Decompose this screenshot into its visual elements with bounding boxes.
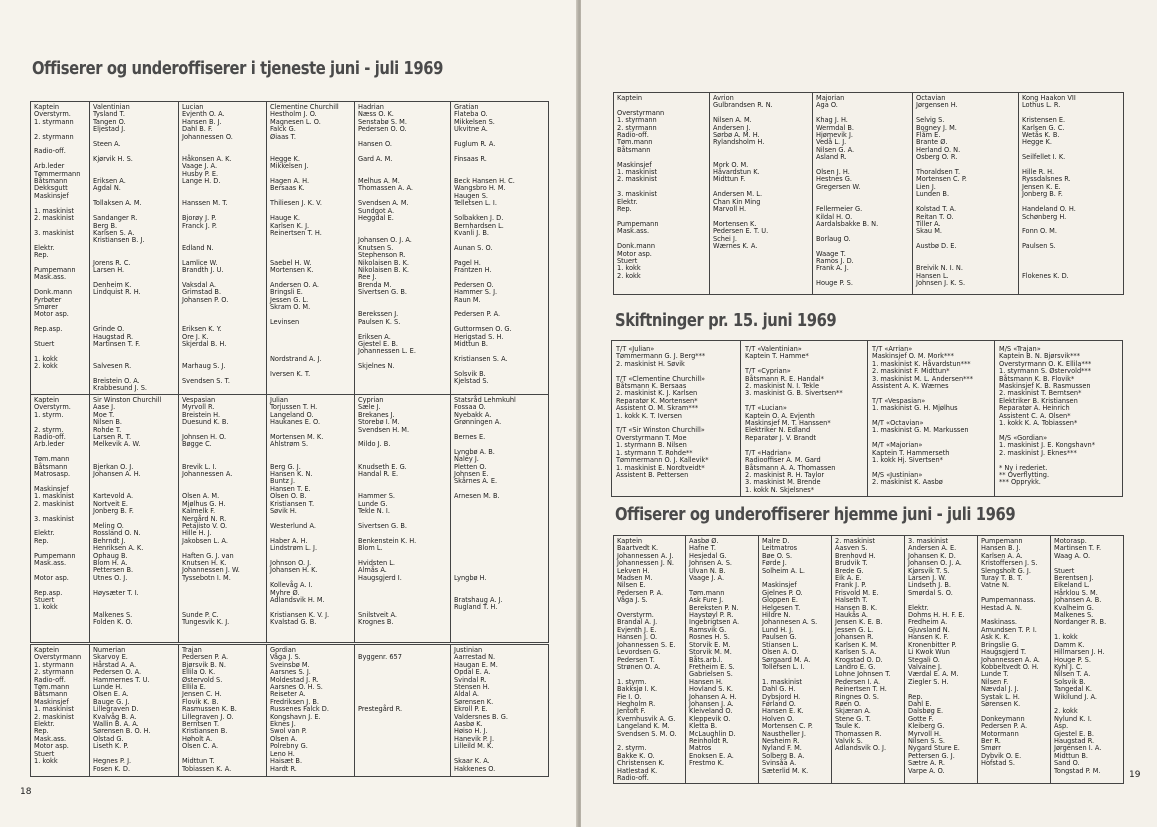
ship-column: Julian Torjussen T. H. Langeland O. Haukanes E. O. Mortensen M. K. Ahlstrøm S. Berg G. J. Hansen K. N. Buntz J. Hansen T. E. Olsen O. B. Kristiansen T. Søvik H. Westerlund A. Haber A. H. Lindstrøm L. J. Johnson O. J. Johansen H. K. Kollevåg A. I. Myhre Ø. Adlandsvik H. M. Kristiansen K. V. J. Kvalstad G. B. bbox=[267, 395, 355, 643]
rank-labels: Kaptein Overstyrm. 1. styrm. 2. styrm. Radio-off. Arb.leder Tøm.mann Båtsmann Matrosasp. Maskinsjef 1. maskinist 2. maskinist 3. maskinist Elektr. Rep. Pumpemann Mask.ass. Motor asp. Rep.asp. Stuert 1. kokk bbox=[31, 395, 90, 643]
ship-column: Gordian Våga J. S. Sveinsbø M. Aarsnes S. J. Moldestad J. R. Aarsnes O. H. S. Reiseter A. Fredriksen J. B. Russenes Falck D. Kongshavn J. E. Eknes J. Swol van P. Olsen A. Polrebny G. Leno H. Haisæt B. Hardt R. bbox=[267, 645, 355, 777]
ship-column: Octavian Jørgensen H. Selvig S. Bogney J. M. Flåm E. Brante Ø. Herland O. N. Osberg O. R. Thoraldsen T. Mortensen C. P. Lien J. Lunden B. Kolstad T. A. Reitan T. O. Tiller A. Skau M. Austbø D. E. Breivik N. I. N. Hansen L. Johnsen J. K. S. bbox=[913, 93, 1019, 295]
crew-table-4 bbox=[613, 92, 1124, 295]
ship-column: Statsråd Lehmkuhl Fossaa O. Nyebakk A. Grønningen A. Bernes E. Lyngbø A. B. Naley J. Pletten O. Johnsen E. Skårnes A. E. Arnesen M. B. Lyngbø H. Bratshaug A. J. Rugland T. H. bbox=[451, 395, 549, 643]
name-column: Pumpemann Hansen B. J. Karlsen A. A. Kristoffersen J. S. Slengsholt G. J. Turay T. B. T. Vatne N. Pumpemannass. Hestad A. N. Maskinass. Amundsen T. P. I. Ask K. K. Bringslie G. Haugsgjerd T. Johannessen A. A. Kobbeltvedt O. H. Lunde T. Nilsen F. Nævdal J. J. Systak L. H. Sørensen K. Donkeymann Pedersen P. A. Motormann Ber R. Smørr Dybvik O. E. Hofstad S. bbox=[978, 536, 1051, 784]
name-column: Malre D. Leitmatros Bøe O. S. Førde J. Solheim A. L. Maskinsjef Gjelnes P. O. Gloppen E. Helgesen T. Hildre N. Johannesen A. S. Lund H. J. Paulsen G. Stiansen L. Olsen A. O. Sørgaard M. A. Tollefsen L. I. 1. maskinist Dahl G. H. Dybsjord H. Førland O. Hansen E. K. Holven O. Mortensen C. P. Naustheller J. Nesheim R. Nyland F. M. Solberg B. A. Svinsåa A. Sæterlid M. K. bbox=[759, 536, 832, 784]
ship-column: Vespasian Myrvoll R. Breistein H. Duesund K. B. Johnsen H. O. Bøgge C. Brevik L. I. Johannessen A. Olsen A. M. Mjølhus G. H. Kalmelk F. Nergård N. R. Petajisto V. O. Hille H. J. Jakobsen L. A. Haften G. J. van Knutsen H. K. Johannessen J. W. Tyssebotn I. M. Sunde P. C. Tungesvik K. J. bbox=[179, 395, 267, 643]
rank-labels: Kaptein Overstyrmann 1. styrmann 2. styrmann Radio-off. Tøm.mann Båtsmann Maskinsjef 1. maskinist 2. maskinist 3. maskinist Elektr. Rep. Pumpemann Mask.ass. Donk.mann Motor asp. Stuert 1. kokk 2. kokk bbox=[614, 93, 710, 295]
name-column: 2. maskinist Aasven S. Brenhovd H. Brudvik T. Brede G. Eik A. E. Frank J. P. Frisvold M. E. Halseth T. Hansen B. K. Haukås A. Jensen K. E. B. Jessen G. L. Johansen R. Karlsen K. M. Karlsen S. A. Krogstad O. D. Landro E. G. Lohne Johnsen T. Pedersen I. A. Reinertsen T. H. Ringnes O. S. Røen O. Skjæran A. Stene G. T. Taule K. Thomassen R. Valvik S. Adlandsvik O. J. bbox=[832, 536, 905, 784]
ship-column: Cyprian Sæle J. Brekanes J. Storebø I. M. Svendsen H. M. Mildo J. B. Knudseth E. G. Handal R. E. Hammer S. Lunde G. Tekle N. I. Sivertsen G. B. Benkenstein K. H. Blom L. Hvidsten L. Almås A. Haugsgjerd I. Snilstveit A. Krognes B. bbox=[355, 395, 451, 643]
ship-column: Gratian Flateba O. Mikkelsen S. Ukvitne A. Fuglum R. A. Finsaas R. Beck Hansen H. C. Wangsbro H. M. Haugen S. Telletsen L. I. Solbakken J. D. Bernhardsen L. Kvanli J. B. Aunan S. O. Pagel H. Frantzen H. Pedersen O. Hammer S. J. Raun M. Pedersen P. A. Guttormsen O. G. Herigstad S. H. Midttun B. Kristiansen S. A. Solsvik B. Kjelstad S. bbox=[451, 102, 549, 395]
name-column: Kaptein Baartvedt K. Johannessen A. J. Johannessen J. N. Lekven H. Madsen M. Nilsen E. Pedersen P. A. Våga J. S. Overstyrm. Brandal A. J. Evjenth J. E. Hansen J. O. Johannessen S. E. Levordsen G. Pedersen T. Strønen O. A. 1. styrm. Bakksjø I. K. Fie I. O. Hegholm R. Jentoft F. Kvernhusvik A. G. Langeland K. M. Svendsen S. M. O. 2. styrm. Bakke K. O. Christensen K. Hatlestad K. Radio-off. bbox=[614, 536, 686, 784]
crew-table-2 bbox=[30, 394, 549, 643]
home-crew-table bbox=[613, 535, 1124, 784]
ship-column: Clementine Churchill Hestholm J. O. Magnesen L. O. Falck G. Øiaas T. Hegge K. Mikkelsen J. Hagen A. H. Bersaas K. Thiliesen J. K. V. Hauge K. Karlsen K. J. Reinertsen T. H. Saebel H. W. Mortensen K. Andersen O. A. Bringsli E. Jessen G. L. Skram O. M. Levinsen Nordstrand A. J. Iversen K. T. bbox=[267, 102, 355, 395]
ship-column: Valentinian Tysland T. Tangen O. Eljestad J. Steen A. Kjørvik H. S. Eriksen A. Agdal N. Tollaksen A. M. Sandanger R. Berg B. Karlsen S. A. Kristiansen B. J. Jorens R. C. Larsen H. Denheim K. Lindquist R. H. Grinde O. Haugstad R. Martinsen T. F. Salvesen R. Breistein O. A. Krabbesund J. S. bbox=[90, 102, 179, 395]
ship-column: Hadrian Næss O. K. Senstabø S. M. Pedersen O. O. Hansen O. Gard A. M. Melhus A. M. Thomassen A. A. Svendsen A. M. Sundgot A. Heggdal E. Johansen O. J. A. Knutsen S. Stephenson R. Nikolaisen B. K. Nikolaisen B. K. Ree J. Brenda M. Sivertsen G. B. Berekssen J. Paulsen K. S. Eriksen A. Gjestel E. B. Johannessen L. E. Skjelnes N. bbox=[355, 102, 451, 395]
ship-column: Majorian Aga O. Khag J. H. Wermdal B. Hjømevik J. Vedå L. J. Nilsen G. A. Asland R. Olsen J. H. Hestnes G. Gregersen W. Fellermeier G. Kildal H. O. Aardalsbakke B. N. Borlaug O. Waage T. Ramos J. D. Frank A. J. Houge P. S. bbox=[813, 93, 913, 295]
right-page bbox=[581, 0, 1157, 827]
left-page-title: Offiserer og underoffiserer i tjeneste juni - juli 1969 bbox=[32, 58, 443, 79]
name-column: Aasbø Ø. Hafne T. Hesjedal G. Johnsen A. S. Ulvan N. B. Vaage J. A. Tøm.mann Ask Fure J. Bereksten P. N. Haystøyl P. R. Ingebrigtsen A. Ramsvik G. Rosnes H. S. Storvik E. M. Storvik M. M. Båts.arb.l. Fretheim E. S. Gabrielsen S. Hansen H. Hovland S. K. Johansen A. H. Johansen J. A. Kleiveland O. Kleppevik O. Kletta B. McLaughlin D. Reinholdt R. Matros Enoksen E. A. Frestmo K. bbox=[686, 536, 759, 784]
shift-column: T/T «Arrian» Maskinsjef O. M. Mork*** 1. maskinist K. Håvardstun*** 2. maskinist F. Midttun* 3. maskinist M. L. Andersen*** Assistent A. K. Wærnes T/T «Vespasian» 1. maskinist G. H. Mjølhus M/T «Octavian» 1. maskinist G. M. Markussen M/T «Majorian» Kaptein T. Hammerseth 1. kokk Hj. Sivertsen* M/S «Justinian» 2. maskinist K. Aasbø bbox=[868, 341, 995, 496]
name-column: Motorasp. Martinsen T. F. Waag A. O. Stuert Berentsen J. Eikeland L. Hårklou S. M. Johansen A. B. Kvalheim G. Malkenes S. Nordanger R. B. 1. kokk Damm K. Hillmarsen J. H. Houge P. S. Kyhl J. C. Nilsen T. A. Solsvik B. Tangedal K. Wikilund J. A. 2. kokk Nylund K. I. Asp. Gjestel E. B. Haugstad R. Jørgensen I. A. Midttun B. Sand O. Tongstad P. M. bbox=[1051, 536, 1124, 784]
name-column: 3. maskinist Andersen A. E. Johansen K. D. Johansen O. J. A. Kjørsvik T. S. Larsen J. W. Lindseth J. B. Smørdal S. O. Elektr. Dohms H. H. F. E. Fredheim A. Gjuvsland N. Hansen K. F. Kronenbitter P. Li Kwok Wun Stegali O. Valvaine J. Værdal E. A. M. Ziegler S. H. Rep. Dahl E. Dalsbøg E. Gotte F. Kleiberg G. Myrvoll H. Nilsen S. S. Nygard Sture E. Pettersen G. J. Sætre A. R. Varpe A. O. bbox=[905, 536, 978, 784]
shift-column: T/T «Julian» Tømmermann G. J. Berg*** 2. maskinist H. Søvik T/T «Clementine Churchill» Båtsmann K. Bersaas 2. maskinist K. J. Karlsen Reparatør K. Mortensen* Assistent O. M. Skram*** 1. kokk K. T. Iversen T/T «Sir Winston Churchill» Overstyrmann T. Moe 1. styrmann B. Nilsen 1. styrmann T. Rohde** Tømmermann O. J. Kallevik* 1. maskinist E. Nordtveidt* Assistent B. Pettersen bbox=[612, 341, 741, 496]
shift-column: M/S «Trajan» Kaptein B. N. Bjørsvik*** Overstyrmann O. K. Ellila*** 1. styrmann S. Østervold*** Båtsmann K. B. Flovik* Maskinsjef K. B. Rasmussen 2. maskinist T. Berntsen* Elektriker B. Kristiansen Reparatør A. Heinrich Assistent C. A. Olsen* 1. kokk K. A. Tobiassen* M/S «Gordian» 1. maskinist J. E. Kongshavn* 2. maskinist J. Eknes*** * Ny i rederiet. ** Overflytting. *** Opprykk. bbox=[999, 345, 1095, 487]
shift-column: T/T «Valentinian» Kaptein T. Hamme* T/T «Cyprian» Båtsmann R. E. Handal* 2. maskinist N. I. Tekle 3. maskinist G. B. Sivertsen** T/T «Lucian» Kaptein O. A. Evjenth Maskinsjef M. T. Hanssen* Elektriker N. Edland Reparatør J. V. Brandt T/T «Hadrian» Radiooffiser A. M. Gard Båtsmann A. A. Thomassen 2. maskinist R. H. Taylor 3. maskinist M. Brende 1. kokk N. Skjelsnes* bbox=[741, 341, 868, 496]
bottom-title: Offiserer og underoffiserer hjemme juni - juli 1969 bbox=[615, 504, 1016, 525]
page-number: 19 bbox=[1129, 770, 1141, 780]
ship-column: Numerian Skarvoy E. Hårstad A. A. Pedersen O. A. Hammernes T. U. Lunde H. Olsen E. A. Bauge G. J. Lillegraven D. Kvalvåg B. A. Wallin B. A. A. Sørensen B. O. H. Olstad G. Liseth K. P. Hegnes P. J. Fosen K. D. bbox=[90, 645, 179, 777]
page-number: 18 bbox=[20, 787, 32, 797]
left-page bbox=[0, 0, 578, 827]
shift-box bbox=[611, 340, 1123, 497]
rank-labels: Kaptein Overstyrmann 1. styrmann 2. styrmann Radio-off. Tøm.mann Båtsmann Maskinsjef 1. maskinist 2. maskinist Elektr. Rep. Mask.ass. Motor asp. Stuert 1. kokk bbox=[31, 645, 90, 777]
crew-table-3 bbox=[30, 644, 549, 777]
rank-labels: Kaptein Overstyrm. 1. styrmann 2. styrmann Radio-off. Arb.leder Tømmermann Båtsmann Dekksgutt Maskinsjef 1. maskinist 2. maskinist 3. maskinist Elektr. Rep. Pumpemann Mask.ass. Donk.mann Fyrbøter Smører Motor asp. Rep.asp. Stuert 1. kokk 2. kokk bbox=[31, 102, 90, 395]
shift-title: Skiftninger pr. 15. juni 1969 bbox=[615, 310, 837, 331]
ship-column: Avrion Gulbrandsen R. N. Nilsen A. M. Andersen J. Sørbø A. M. H. Rylandsholm H. Mork O. M. Håvardstun K. Midttun F. Andersen M. L. Chan Kin Ming Marvoll H. Mortensen K. Pedersen E. T. U. Schei J. Wærnes K. A. bbox=[710, 93, 813, 295]
crew-table-1 bbox=[30, 101, 549, 395]
ship-column: Byggenr. 657 Prestegård R. bbox=[355, 645, 451, 777]
ship-column: Lucian Evjenth O. A. Hansen B. J. Dahl B. F. Johannessen O. Håkonsen A. K. Vaage J. A. Husby P. E. Lange H. D. Hanssen M. T. Bjorøy J. P. Franck J. P. Edland N. Lamlice W. Brandth J. U. Vaksdal A. Grimstad B. Johansen P. O. Eriksen K. Y. Ore J. K. Skjerdal B. H. Marhaug S. J. Svendsen S. T. bbox=[179, 102, 267, 395]
ship-column: Justinian Aarrestad N. Haugan E. M. Opdal E. A. Svindal R. Stensen H. Aldal A. Sørensen K. Ekroll P. E. Valdersnes B. G. Aasbø K. Høiso H. J. Hanevik P. J. Lilleild M. K. Skaar K. A. Hakkenes O. bbox=[451, 645, 549, 777]
ship-column: Sir Winston Churchill Aase J. Moe T. Nilsen B. Rohde T. Larsen R. T. Melkevik A. W. Bjerkan O. J. Johansen A. H. Kartevold A. Nortveit E. Jonberg B. F. Meling O. Rossland O. N. Behrndt J. Henriksen A. K. Ophaug B. Blom H. A. Pettersen B. Utnes O. J. Høysæter T. I. Malkenes S. Folden K. O. bbox=[90, 395, 179, 643]
ship-column: Kong Haakon VII Lothus L. R. Kristensen E. Karlsen G. C. Wetås K. B. Hegge K. Seilfellet I. K. Hille R. H. Ryssdalsnes R. Jensen K. E. Jonberg B. F. Handeland O. H. Schønberg H. Fonn O. M. Paulsen S. Flokenes K. D. bbox=[1019, 93, 1124, 295]
ship-column: Trajan Pedersen P. A. Bjørsvik B. N. Ellila O. K. Østervold S. Ellila E. Jensen C. H. Flovik K. B. Rasmussen K. B. Lillegraven J. O. Berntsen T. Kristiansen B. Høholt A. Olsen C. A. Midttun T. Tobiassen K. A. bbox=[179, 645, 267, 777]
